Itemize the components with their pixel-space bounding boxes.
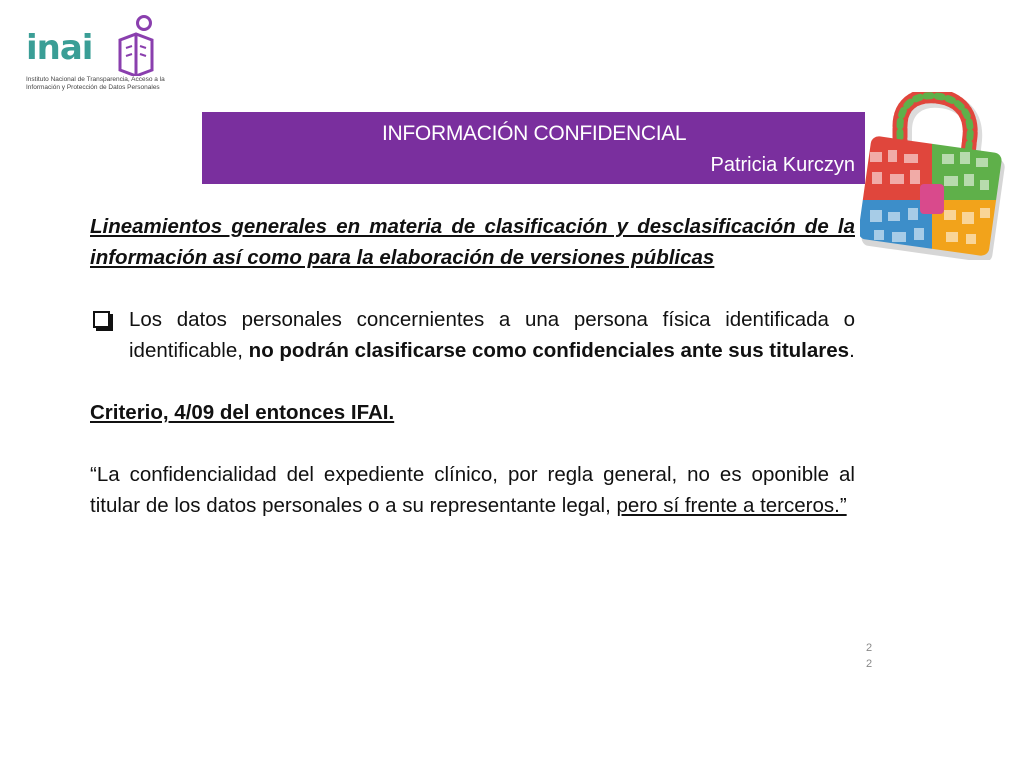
logo-wordmark: inai [26,28,93,68]
spacer [90,428,855,459]
slide-title: INFORMACIÓN CONFIDENCIAL [382,122,687,145]
checkbox-bullet-icon [93,311,110,328]
bullet-text-end: . [849,339,855,362]
page-number-digit-2: 2 [865,658,873,670]
logo-caption [26,76,176,92]
page-number [862,640,876,672]
page-number-digit-1: 2 [865,642,873,654]
logo-caption-line-2: Información y Protección de Datos Personales [26,84,160,91]
bullet-item [90,304,855,366]
logo-caption-line-1: Instituto Nacional de Transparencia, Acceso a la [26,76,165,83]
quote-paragraph [90,459,855,521]
bullet-text: Los datos personales concernientes a una persona física identificada o identificable, [129,308,855,362]
spacer [90,273,855,304]
quote-text-underlined: pero sí frente a terceros.” [616,494,847,517]
section-heading: Lineamientos generales en materia de clasificación y desclasificación de la información así como para la elaboración de versiones públicas [90,215,855,269]
padlock-mosaic-icon [860,92,1010,260]
slide-author: Patricia Kurczyn [710,154,855,176]
inai-emblem-icon [114,14,158,76]
spacer [90,366,855,397]
bullet-text-bold: no podrán clasificarse como confidenciales ante sus titulares [248,339,850,362]
slide-content [90,211,855,521]
inai-logo [26,14,176,98]
criterio-heading: Criterio, 4/09 del entonces IFAI. [90,401,395,424]
title-bar [202,112,865,184]
quote-text: “La confidencialidad del expediente clínico, por regla general, no es oponible al titular de los datos personales o a su representante legal, [90,463,855,517]
